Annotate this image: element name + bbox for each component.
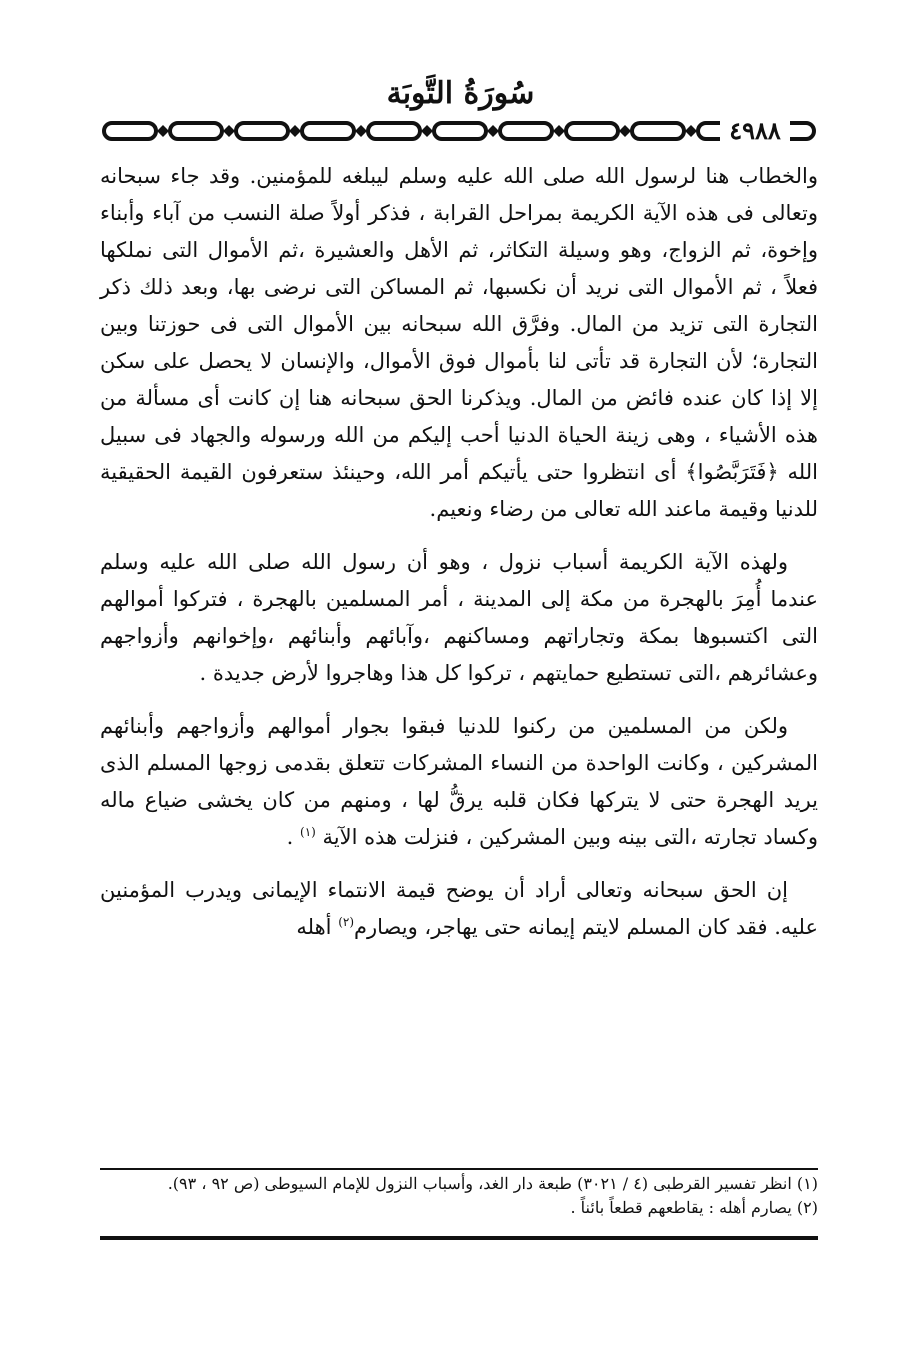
paragraph-2: ولهذه الآية الكريمة أسباب نزول ، وهو أن رسول الله صلى الله عليه وسلم عندما أُمِرَ بالهجرة من مكة إلى المدينة ، أمر المسلمين بالهجرة ، فتركوا أموالهم التى اكتسبوها بمكة وتجاراتهم ومساكنهم ،وآبائهم وأبنائهم ،وإخوانهم وأزواجهم وعشائرهم ،التى تستطيع حمايتهم ، تركوا كل هذا وهاجروا لأرض جديدة . <box>100 550 818 685</box>
bottom-rule <box>100 1236 818 1240</box>
surah-title: سُورَةُ التَّوبَة <box>386 76 535 111</box>
paragraph-4-text: إن الحق سبحانه وتعالى أراد أن يوضح قيمة الانتماء الإيمانى ويدرب المؤمنين عليه. فقد كان المسلم لايتم إيمانه حتى يهاجر، ويصارم <box>100 878 818 939</box>
paragraph-3-text: ولكن من المسلمين من ركنوا للدنيا فبقوا بجوار أموالهم وأزواجهم وأبنائهم المشركين ، وكانت الواحدة من النساء المشركات تتعلق بقدمى زوجها المسلم الذى يريد الهجرة حتى لا يتركها فكان قلبه يرقُّ لها ، ومنهم من كان يخشى ضياع ماله وكساد تجارته ،التى بينه وبين المشركين ، فنزلت هذه الآية <box>100 714 818 849</box>
ornamental-chain-divider <box>100 118 818 144</box>
paragraph-4-end: أهله <box>296 915 332 939</box>
footnote-ref-1: (١) <box>300 825 316 839</box>
footnote-divider <box>100 1168 818 1170</box>
body-text <box>100 158 818 946</box>
paragraph-1: والخطاب هنا لرسول الله صلى الله عليه وسلم ليبلغه للمؤمنين. وقد جاء سبحانه وتعالى فى هذه الآية الكريمة بمراحل القرابة ، فذكر أولاً صلة النسب من آباء وأبناء وإخوة، ثم الزواج، وهو وسيلة التكاثر، ثم الأهل والعشيرة ،ثم الأموال التى نملكها فعلاً ، ثم الأموال التى نريد أن نكسبها، ثم المساكن التى نرضى بها، وبعد ذلك ذكر التجارة التى تزيد من المال. وفرَّق الله سبحانه بين الأموال التى فى حوزتنا وبين التجارة؛ لأن التجارة قد تأتى لنا بأموال فوق الأموال، والإنسان لا يحصل على سكن إلا إذا كان عنده فائض من المال. ويذكرنا الحق سبحانه هنا إن كانت أى مسألة من هذه الأشياء ، وهى زينة الحياة الدنيا أحب إليكم من الله ورسوله والجهاد فى سبيل الله ﴿فَتَرَبَّصُوا﴾ أى انتظروا حتى يأتيكم أمر الله، وحينئذ ستعرفون القيمة الحقيقية للدنيا وقيمة ماعند الله تعالى من رضاء ونعيم. <box>100 164 818 521</box>
footnote-ref-2: (٢) <box>338 915 355 929</box>
footnotes <box>100 1172 818 1220</box>
page-number: ٤٩٨٨ <box>720 116 790 146</box>
paragraph-3-end: . <box>286 825 294 849</box>
footnote-2: (٢) يصارم أهله : يقاطعهم قطعاً بائناً . <box>570 1198 818 1217</box>
paragraph-4 <box>100 872 818 946</box>
footnote-1: (١) انظر تفسير القرطبى (٤ / ٣٠٢١) طبعة دار الغد، وأسباب النزول للإمام السيوطى (ص ٩٢ ، ٩٣). <box>167 1174 818 1193</box>
paragraph-3 <box>100 708 818 856</box>
